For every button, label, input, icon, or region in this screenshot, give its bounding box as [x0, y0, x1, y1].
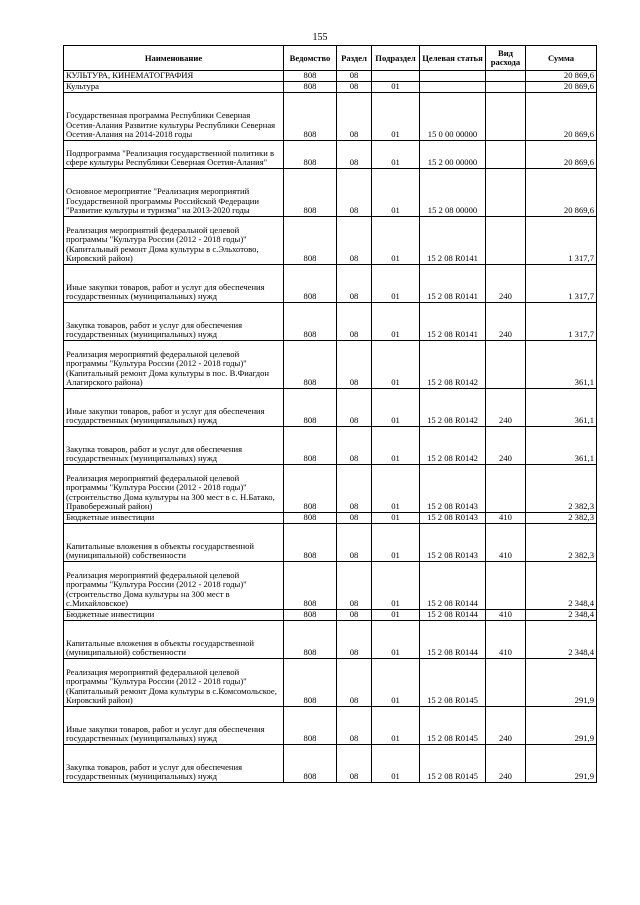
row-section: 08: [337, 217, 372, 265]
row-sum: 291,9: [526, 707, 597, 745]
row-section: 08: [337, 169, 372, 217]
table-row: [64, 141, 597, 169]
page-number: 155: [312, 32, 328, 43]
table-row: [64, 621, 597, 659]
row-name: Основное мероприятие "Реализация мероприятий Государственной программы Российской Федерации "Развитие культуры и туризма" на 2013-2020 годы: [64, 169, 284, 217]
row-name: Реализация мероприятий федеральной целевой программы "Культура России (2012 - 2018 годы)" (строительство Дома культуры на 300 мест в с.Михайловское): [64, 562, 284, 610]
row-expense-type: 240: [486, 389, 526, 427]
row-name: Культура: [64, 82, 284, 93]
table-row: [64, 513, 597, 524]
row-expense-type: 240: [486, 707, 526, 745]
row-expense-type: [486, 341, 526, 389]
row-name: Реализация мероприятий федеральной целевой программы "Культура России (2012 - 2018 годы)" (Капитальный ремонт Дома культуры в с.Эльхотово, Кировский район): [64, 217, 284, 265]
row-name: Реализация мероприятий федеральной целевой программы "Культура России (2012 - 2018 годы)" (Капитальный ремонт Дома культуры в пос. В.Фиагдон Алагирского района): [64, 341, 284, 389]
row-subsection: 01: [372, 169, 420, 217]
row-subsection: 01: [372, 141, 420, 169]
row-target-article: 15 2 08 R0145: [420, 707, 486, 745]
row-target-article: 15 2 08 R0142: [420, 389, 486, 427]
row-target-article: 15 2 08 R0144: [420, 621, 486, 659]
row-sum: 291,9: [526, 745, 597, 783]
table-row: [64, 303, 597, 341]
row-department: 808: [284, 82, 337, 93]
row-target-article: [420, 82, 486, 93]
table-row: [64, 562, 597, 610]
row-sum: 20 869,6: [526, 141, 597, 169]
table-row: [64, 465, 597, 513]
row-subsection: 01: [372, 524, 420, 562]
row-subsection: 01: [372, 610, 420, 621]
row-sum: 2 382,3: [526, 513, 597, 524]
row-name: Закупка товаров, работ и услуг для обеспечения государственных (муниципальных) нужд: [64, 745, 284, 783]
row-section: 08: [337, 562, 372, 610]
row-sum: 361,1: [526, 341, 597, 389]
header-section: Раздел: [337, 46, 372, 71]
row-sum: 20 869,6: [526, 71, 597, 82]
row-department: 808: [284, 513, 337, 524]
row-section: 08: [337, 659, 372, 707]
row-section: 08: [337, 513, 372, 524]
row-sum: 1 317,7: [526, 265, 597, 303]
row-target-article: 15 2 00 00000: [420, 141, 486, 169]
table-row: [64, 82, 597, 93]
row-section: 08: [337, 265, 372, 303]
row-expense-type: 240: [486, 427, 526, 465]
row-section: 08: [337, 82, 372, 93]
table-row: [64, 169, 597, 217]
table-row: [64, 524, 597, 562]
table-row: [64, 217, 597, 265]
header-sum: Сумма: [526, 46, 597, 71]
row-subsection: 01: [372, 82, 420, 93]
row-section: 08: [337, 93, 372, 141]
row-expense-type: 240: [486, 265, 526, 303]
row-name: Закупка товаров, работ и услуг для обеспечения государственных (муниципальных) нужд: [64, 303, 284, 341]
row-subsection: 01: [372, 513, 420, 524]
row-target-article: 15 2 08 R0142: [420, 427, 486, 465]
row-target-article: 15 2 08 R0143: [420, 524, 486, 562]
row-expense-type: [486, 169, 526, 217]
row-target-article: 15 2 08 R0142: [420, 341, 486, 389]
row-sum: 361,1: [526, 427, 597, 465]
row-sum: 20 869,6: [526, 93, 597, 141]
row-subsection: 01: [372, 707, 420, 745]
table-row: [64, 265, 597, 303]
row-expense-type: [486, 562, 526, 610]
row-department: 808: [284, 265, 337, 303]
row-department: 808: [284, 524, 337, 562]
row-sum: 20 869,6: [526, 169, 597, 217]
row-department: 808: [284, 169, 337, 217]
row-department: 808: [284, 745, 337, 783]
row-name: Иные закупки товаров, работ и услуг для обеспечения государственных (муниципальных) нужд: [64, 707, 284, 745]
row-name: Реализация мероприятий федеральной целевой программы "Культура России (2012 - 2018 годы)" (Капитальный ремонт Дома культуры в с.Комсомольское, Кировский район): [64, 659, 284, 707]
row-target-article: 15 2 08 R0141: [420, 265, 486, 303]
row-section: 08: [337, 427, 372, 465]
row-target-article: 15 2 08 R0144: [420, 562, 486, 610]
row-section: 08: [337, 707, 372, 745]
header-subsection: Подраздел: [372, 46, 420, 71]
row-target-article: 15 2 08 R0145: [420, 745, 486, 783]
row-section: 08: [337, 141, 372, 169]
row-subsection: 01: [372, 465, 420, 513]
row-expense-type: 410: [486, 513, 526, 524]
row-section: 08: [337, 303, 372, 341]
row-sum: 2 382,3: [526, 524, 597, 562]
row-section: 08: [337, 389, 372, 427]
row-department: 808: [284, 71, 337, 82]
row-expense-type: [486, 141, 526, 169]
row-subsection: 01: [372, 659, 420, 707]
row-name: Государственная программа Республики Северная Осетия-Алания Развитие культуры Республики Северная Осетия-Алания на 2014-2018 годы: [64, 93, 284, 141]
row-subsection: 01: [372, 389, 420, 427]
header-name: Наименование: [64, 46, 284, 71]
row-department: 808: [284, 303, 337, 341]
row-sum: 291,9: [526, 659, 597, 707]
table-row: [64, 427, 597, 465]
row-expense-type: 410: [486, 524, 526, 562]
row-target-article: 15 2 08 R0143: [420, 465, 486, 513]
row-sum: 2 348,4: [526, 610, 597, 621]
row-sum: 1 317,7: [526, 303, 597, 341]
row-target-article: 15 2 08 R0144: [420, 610, 486, 621]
row-department: 808: [284, 465, 337, 513]
row-department: 808: [284, 707, 337, 745]
row-sum: 2 348,4: [526, 562, 597, 610]
row-expense-type: [486, 659, 526, 707]
row-name: Бюджетные инвестиции: [64, 513, 284, 524]
row-sum: 361,1: [526, 389, 597, 427]
table-row: [64, 93, 597, 141]
row-name: Закупка товаров, работ и услуг для обеспечения государственных (муниципальных) нужд: [64, 427, 284, 465]
row-section: 08: [337, 71, 372, 82]
row-name: Подпрограмма "Реализация государственной политики в сфере культуры Республики Северная Осетия-Алания": [64, 141, 284, 169]
table-row: [64, 745, 597, 783]
row-expense-type: [486, 465, 526, 513]
row-target-article: 15 2 08 R0141: [420, 217, 486, 265]
table-row: [64, 707, 597, 745]
header-expense-type: Вид расхода: [486, 46, 526, 71]
row-expense-type: [486, 93, 526, 141]
row-target-article: 15 0 00 00000: [420, 93, 486, 141]
header-target-article: Целевая статья: [420, 46, 486, 71]
row-sum: 2 348,4: [526, 621, 597, 659]
table-header-row: [64, 46, 597, 71]
header-department: Ведомство: [284, 46, 337, 71]
row-subsection: 01: [372, 217, 420, 265]
row-name: КУЛЬТУРА, КИНЕМАТОГРАФИЯ: [64, 71, 284, 82]
row-target-article: 15 2 08 00000: [420, 169, 486, 217]
row-subsection: 01: [372, 341, 420, 389]
row-sum: 1 317,7: [526, 217, 597, 265]
row-department: 808: [284, 659, 337, 707]
row-sum: 2 382,3: [526, 465, 597, 513]
row-target-article: [420, 71, 486, 82]
row-expense-type: [486, 217, 526, 265]
row-target-article: 15 2 08 R0141: [420, 303, 486, 341]
table-row: [64, 610, 597, 621]
row-name: Иные закупки товаров, работ и услуг для обеспечения государственных (муниципальных) нужд: [64, 389, 284, 427]
row-section: 08: [337, 621, 372, 659]
row-expense-type: 240: [486, 303, 526, 341]
row-expense-type: 240: [486, 745, 526, 783]
row-department: 808: [284, 93, 337, 141]
table-row: [64, 389, 597, 427]
row-section: 08: [337, 610, 372, 621]
table-row: [64, 659, 597, 707]
row-department: 808: [284, 621, 337, 659]
row-target-article: 15 2 08 R0143: [420, 513, 486, 524]
row-section: 08: [337, 745, 372, 783]
row-expense-type: [486, 82, 526, 93]
row-subsection: 01: [372, 303, 420, 341]
budget-table: [63, 45, 597, 783]
row-department: 808: [284, 141, 337, 169]
table-row: [64, 341, 597, 389]
row-department: 808: [284, 341, 337, 389]
row-department: 808: [284, 562, 337, 610]
row-subsection: 01: [372, 427, 420, 465]
row-subsection: 01: [372, 265, 420, 303]
row-target-article: 15 2 08 R0145: [420, 659, 486, 707]
row-section: 08: [337, 341, 372, 389]
table-row: [64, 71, 597, 82]
row-expense-type: 410: [486, 621, 526, 659]
row-name: Реализация мероприятий федеральной целевой программы "Культура России (2012 - 2018 годы)" (строительство Дома культуры на 300 мест в с. Н.Батако, Правобережный район): [64, 465, 284, 513]
row-name: Бюджетные инвестиции: [64, 610, 284, 621]
row-department: 808: [284, 217, 337, 265]
row-department: 808: [284, 610, 337, 621]
row-section: 08: [337, 524, 372, 562]
row-expense-type: 410: [486, 610, 526, 621]
row-name: Капитальные вложения в объекты государственной (муниципальной) собственности: [64, 621, 284, 659]
row-subsection: 01: [372, 562, 420, 610]
row-department: 808: [284, 389, 337, 427]
row-subsection: 01: [372, 93, 420, 141]
row-subsection: 01: [372, 621, 420, 659]
row-expense-type: [486, 71, 526, 82]
row-name: Иные закупки товаров, работ и услуг для обеспечения государственных (муниципальных) нужд: [64, 265, 284, 303]
row-subsection: [372, 71, 420, 82]
row-sum: 20 869,6: [526, 82, 597, 93]
row-subsection: 01: [372, 745, 420, 783]
row-name: Капитальные вложения в объекты государственной (муниципальной) собственности: [64, 524, 284, 562]
row-department: 808: [284, 427, 337, 465]
row-section: 08: [337, 465, 372, 513]
